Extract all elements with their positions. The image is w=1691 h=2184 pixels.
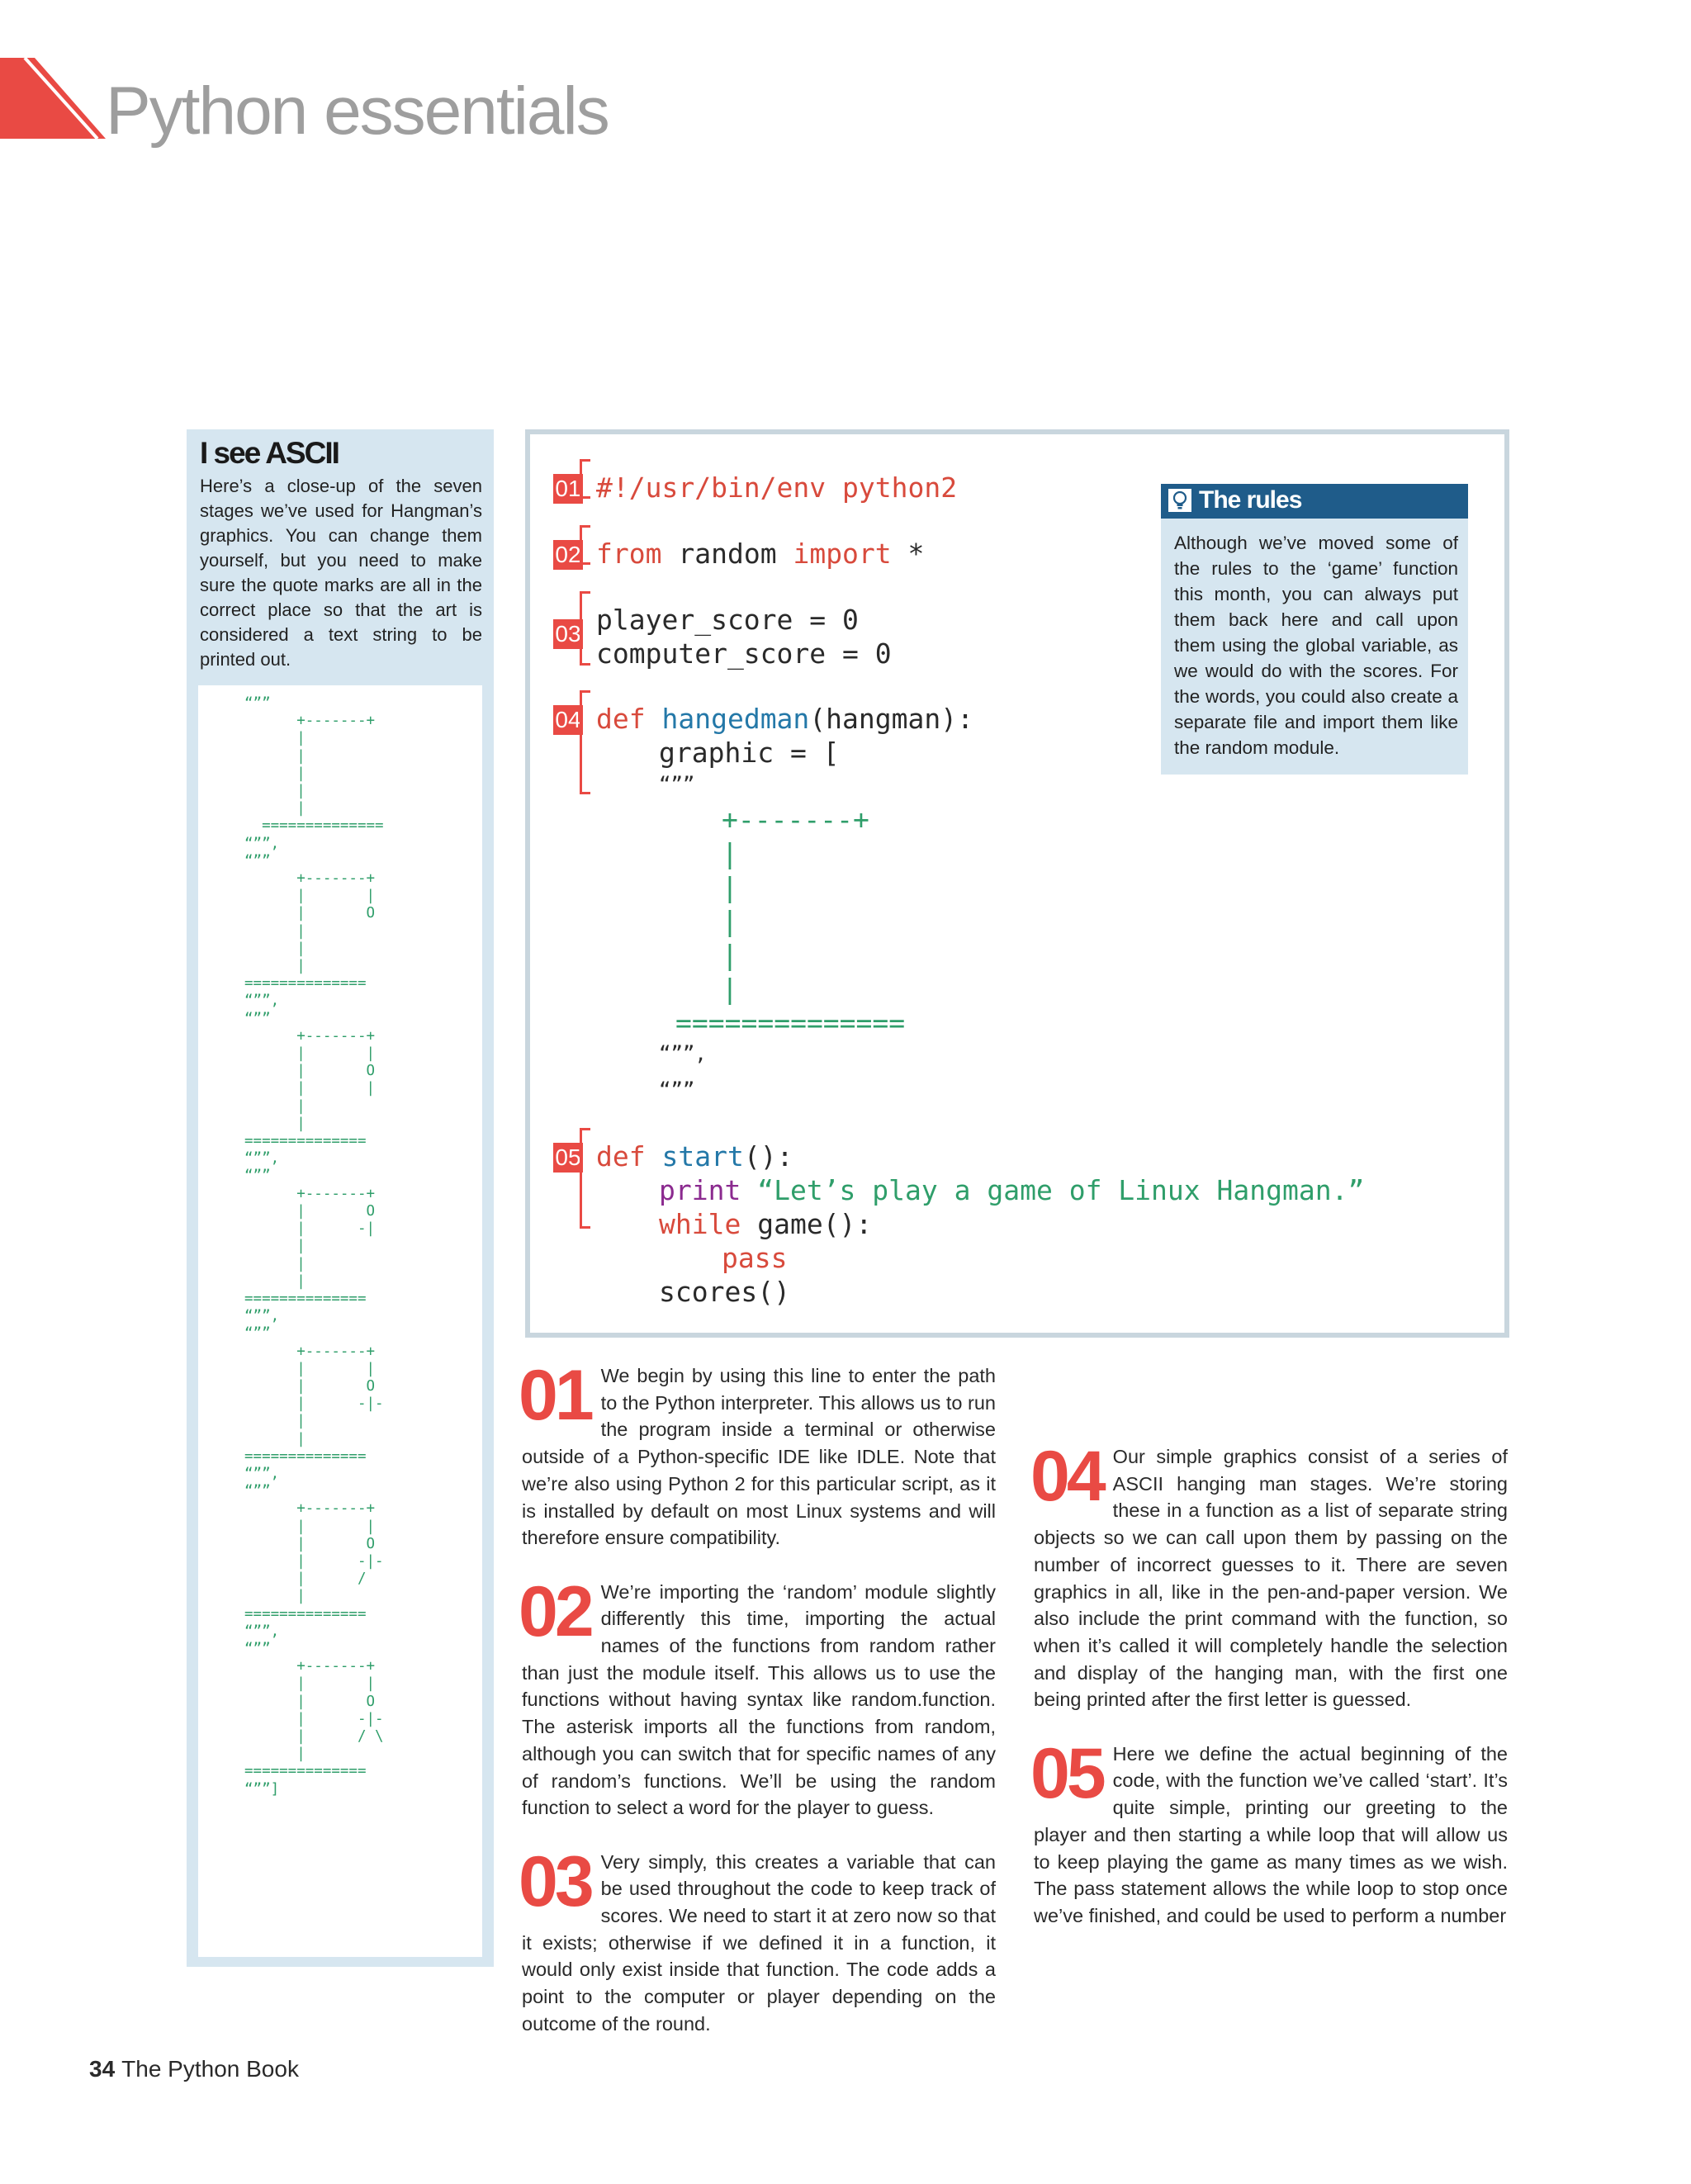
code-line-scores: scores() <box>659 1276 790 1308</box>
code-bracket <box>580 525 590 565</box>
code-line-print: print “Let’s play a game of Linux Hangman.” <box>659 1174 1365 1206</box>
ascii-hangman-stages: “”” +-------+ | | | | | ============== “””, “”” +-------+ | | | O | | | ============== “””, “”” +-------+ | | | O | | | | ============== “””, “”” +-------+ | O | -| | | | ============== “””, “”” +-------+ | | | O | -|- | | ============== “””, “”” +-------+ | | | O | -|- | / | ============== “””, “”” +-------+ | | | O | -|- | / \ | ============== “””] <box>244 695 384 1798</box>
rules-box <box>1161 484 1468 775</box>
code-art-pole: | <box>722 871 738 903</box>
code-step-number: 05 <box>553 1143 583 1173</box>
sidebar-body: Here’s a close-up of the seven stages we’ve used for Hangman’s graphics. You can change them yourself, but you need to make sure the quote marks are all in the correct place so that the art is considered a text string to be printed out. <box>200 476 482 670</box>
rules-body: Although we’ve moved some of the rules to the ‘game’ function this month, you can always put them back here and call upon them using the global variable, as we would do with the scores. For the words, you could also create a separate file and import them like the random module. <box>1174 533 1458 758</box>
step-drop-number: 02 <box>519 1571 591 1651</box>
step-drop-number: 04 <box>1030 1437 1103 1516</box>
code-line-computer-score: computer_score = 0 <box>596 637 892 670</box>
code-quote-close: “””, <box>659 1042 707 1065</box>
book-title: The Python Book <box>121 2056 299 2082</box>
step-paragraph: 03 Very simply, this creates a variable that can be used throughout the code to keep track of scores. We need to start it at zero now so that it exists; otherwise if we defined it in a function, it would only exist inside that function. The code adds a point to the computer or player depending on the outcome of the round. <box>519 1841 996 2035</box>
page-number: 34 <box>89 2056 116 2082</box>
code-art-pole: | <box>722 837 738 869</box>
step-drop-number: 03 <box>519 1841 591 1921</box>
body-column-left <box>519 1356 996 2064</box>
lightbulb-icon <box>1168 488 1192 513</box>
code-line-shebang: #!/usr/bin/env python2 <box>596 471 958 504</box>
code-line-pass: pass <box>722 1242 788 1274</box>
code-step-number: 04 <box>553 705 583 735</box>
section-title: Python essentials <box>106 73 609 149</box>
code-art-pole: | <box>722 973 738 1005</box>
code-line-graphic: graphic = [ <box>659 737 840 769</box>
step-paragraph: 04 Our simple graphics consist of a series of ASCII hanging man stages. We’re storing these in a function as a list of separate string objects so we can call upon them by passing on the number of incorrect guesses to it. There are seven graphics in all, like in the pen-and-paper version. We also include the print command with the function, so when it’s called it will completely handle the selection and display of the hanging man, with the first one being printed after the first letter is guessed. <box>1030 1437 1508 1711</box>
code-step-number: 03 <box>553 619 583 649</box>
code-art-pole: | <box>722 939 738 971</box>
rules-title: The rules <box>1199 486 1302 514</box>
code-line-def-hangedman: def hangedman(hangman): <box>596 703 973 735</box>
code-line-while: while game(): <box>659 1208 873 1240</box>
code-step-number: 02 <box>553 540 583 570</box>
page-footer <box>89 2056 299 2082</box>
code-art-top: +-------+ <box>722 803 869 836</box>
ascii-sidebar <box>187 429 494 1967</box>
code-art-pole: | <box>722 905 738 937</box>
header-corner-logo-icon <box>0 58 107 140</box>
step-paragraph: 05 Here we define the actual beginning of the code, with the function we’ve called ‘start’. It’s quite simple, printing our greeting to the player and then starting a while loop that will allow us to keep playing the game as many times as we wish. The pass statement allows the while loop to stop once we’ve finished, and could be used to perform a number <box>1030 1733 1508 1926</box>
code-bracket <box>580 690 590 794</box>
ascii-art-box <box>198 685 482 1957</box>
code-art-base: ============== <box>675 1007 906 1039</box>
step-drop-number: 05 <box>1030 1733 1103 1813</box>
code-quote-open: “”” <box>659 773 695 796</box>
code-bracket <box>580 459 590 499</box>
code-bracket <box>580 1128 590 1229</box>
step-paragraph: 02 We’re importing the ‘random’ module slightly differently this time, importing the actual names of the functions from random rather than just the module itself. This allows us to use the functions without having syntax like random.function. The asterisk imports all the functions from random, although you can switch that for specific names of any of random’s functions. We’ll be using the random function to select a word for the player to guess. <box>519 1571 996 1819</box>
sidebar-title: I see ASCII <box>200 436 339 470</box>
step-drop-number: 01 <box>519 1356 591 1435</box>
code-line-player-score: player_score = 0 <box>596 604 859 636</box>
code-bracket <box>580 591 590 666</box>
code-line-def-start: def start(): <box>596 1140 793 1173</box>
code-step-number: 01 <box>553 474 583 504</box>
body-column-right <box>1030 1437 1508 1956</box>
step-paragraph: 01 We begin by using this line to enter the path to the Python interpreter. This allows us to run the program inside a terminal or otherwise outside of a Python-specific IDE like IDLE. Note that we’re also using Python 2 for this particular script, as it is installed by default on most Linux systems and will therefore ensure compatibility. <box>519 1356 996 1549</box>
code-quote-last: “”” <box>659 1078 695 1101</box>
code-line-import: from random import * <box>596 538 925 570</box>
